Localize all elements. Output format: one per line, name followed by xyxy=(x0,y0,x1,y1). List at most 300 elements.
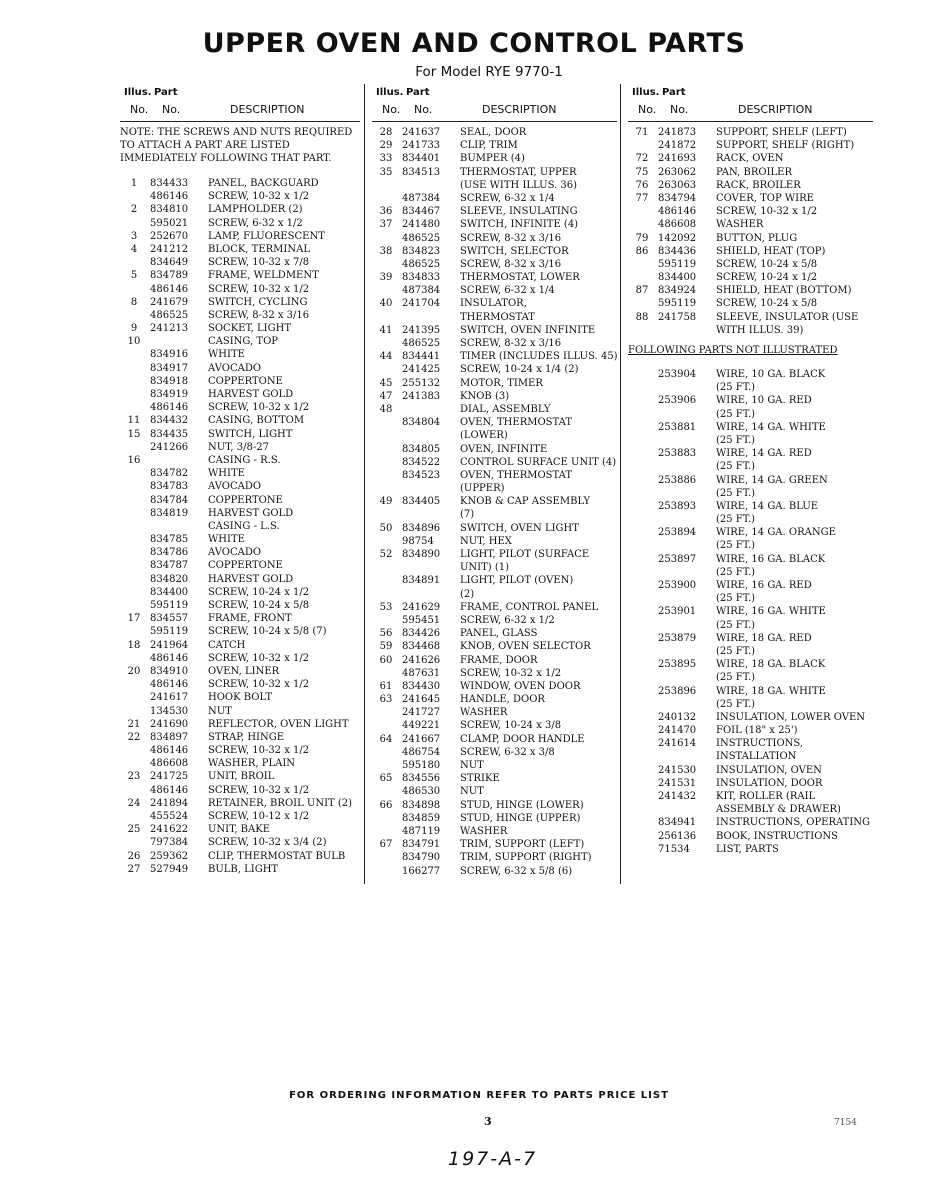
part-row xyxy=(120,217,360,230)
part-row xyxy=(120,335,360,348)
part-description: PANEL, GLASS xyxy=(460,628,538,640)
part-row xyxy=(372,495,617,508)
parts-list xyxy=(628,126,873,337)
part-number: 241622 xyxy=(150,824,189,836)
part-number: 595119 xyxy=(658,298,697,310)
part-row xyxy=(120,230,360,243)
part-description: THERMOSTAT, UPPER xyxy=(460,166,577,178)
part-row xyxy=(120,414,360,427)
part-row xyxy=(372,469,617,482)
part-row xyxy=(372,601,617,614)
part-description: COPPERTONE xyxy=(208,494,283,506)
part-description: (25 FT.) xyxy=(716,619,756,631)
part-description: LAMPHOLDER (2) xyxy=(208,204,303,216)
part-row xyxy=(120,810,360,823)
part-description: TRIM, SUPPORT (RIGHT) xyxy=(460,852,592,864)
part-description: FRAME, WELDMENT xyxy=(208,270,319,282)
part-row xyxy=(628,460,873,473)
part-number: 253881 xyxy=(658,421,697,433)
part-row xyxy=(628,139,873,152)
part-description: RACK, BROILER xyxy=(716,179,801,191)
part-number: 834918 xyxy=(150,375,189,387)
part-number: 834789 xyxy=(150,270,189,282)
part-number: 253879 xyxy=(658,632,697,644)
part-row xyxy=(120,362,360,375)
header-part-no: No. xyxy=(162,103,181,116)
part-row xyxy=(120,705,360,718)
illus-number: 52 xyxy=(379,549,393,560)
header-description: DESCRIPTION xyxy=(482,103,557,116)
part-number: 241758 xyxy=(658,311,697,323)
part-description: CASING, TOP xyxy=(208,336,279,348)
part-number: 253900 xyxy=(658,580,697,591)
part-number: 253897 xyxy=(658,553,697,565)
note-text: NOTE: THE SCREWS AND NUTS REQUIRED TO ATTACH A PART ARE LISTED IMMEDIATELY FOLLOWING THAT PART. xyxy=(120,127,353,164)
part-row xyxy=(628,698,873,711)
part-description: CATCH xyxy=(208,639,246,651)
part-description: SCREW, 10-24 x 1/2 xyxy=(716,272,818,284)
part-description: NUT, HEX xyxy=(460,535,512,547)
part-description: BULB, LIGHT xyxy=(208,863,279,875)
part-number: 486754 xyxy=(402,746,441,758)
part-row xyxy=(120,573,360,586)
part-description: SLEEVE, INSULATOR (USE xyxy=(716,311,859,323)
part-number: 797384 xyxy=(150,837,189,849)
part-description: FRAME, DOOR xyxy=(460,654,538,666)
part-description: HOOK BOLT xyxy=(208,692,272,704)
part-row xyxy=(120,599,360,612)
illus-number: 41 xyxy=(379,324,393,336)
part-description: WINDOW, OVEN DOOR xyxy=(460,680,581,692)
part-description: WIRE, 14 GA. BLUE xyxy=(716,500,819,512)
part-number: 834794 xyxy=(658,192,697,204)
part-description: OVEN, THERMOSTAT xyxy=(460,417,572,429)
part-description: HANDLE, DOOR xyxy=(460,694,545,706)
part-row xyxy=(120,309,360,322)
part-number: 834897 xyxy=(150,731,189,743)
part-number: 834804 xyxy=(402,417,441,429)
part-row xyxy=(628,605,873,618)
part-description: COPPERTONE xyxy=(208,375,283,387)
part-description: SCREW, 6-32 x 5/8 (6) xyxy=(460,865,573,877)
part-description: UNIT, BROIL xyxy=(208,771,275,783)
part-row xyxy=(120,296,360,309)
part-number: 834833 xyxy=(402,272,441,284)
part-row xyxy=(372,733,617,746)
part-row xyxy=(628,816,873,829)
illus-number: 56 xyxy=(379,628,393,640)
part-number: 486608 xyxy=(658,219,697,231)
part-number: 486525 xyxy=(402,232,441,244)
part-description: NUT xyxy=(208,705,232,717)
part-description: THERMOSTAT xyxy=(460,311,535,323)
illus-number: 38 xyxy=(379,245,393,257)
part-number: 241530 xyxy=(658,764,697,776)
part-number: 486146 xyxy=(150,784,189,796)
parts-list xyxy=(120,177,360,876)
part-description: KNOB (3) xyxy=(460,390,510,402)
part-number: 253901 xyxy=(658,606,697,618)
parts-column-2 xyxy=(372,85,617,878)
part-row xyxy=(120,520,360,533)
part-number: 241679 xyxy=(150,296,189,308)
illus-number: 61 xyxy=(379,680,393,692)
part-number: 253883 xyxy=(658,448,697,460)
part-number: 486525 xyxy=(402,338,441,349)
part-row xyxy=(628,566,873,579)
part-description: (25 FT.) xyxy=(716,382,756,394)
part-description: INSTALLATION xyxy=(716,751,797,763)
part-description: UNIT, BAKE xyxy=(208,824,271,836)
part-number: 834400 xyxy=(658,272,697,284)
part-description: LIGHT, PILOT (SURFACE xyxy=(460,549,590,560)
part-description: WIRE, 16 GA. BLACK xyxy=(716,553,826,565)
part-number: 253886 xyxy=(658,474,697,486)
part-description: FOIL (18" x 25') xyxy=(716,725,798,737)
part-description: WIRE, 14 GA. RED xyxy=(716,448,812,460)
header-rule xyxy=(120,121,360,122)
illus-number: 16 xyxy=(127,454,141,466)
part-description: SUPPORT, SHELF (LEFT) xyxy=(716,127,847,138)
illus-number: 63 xyxy=(379,694,393,706)
handwritten-note: 197-A-7 xyxy=(448,1148,538,1170)
page-number: 3 xyxy=(484,1115,492,1128)
part-description: FRAME, CONTROL PANEL xyxy=(460,601,599,613)
part-number: 834468 xyxy=(402,641,441,653)
part-number: 834513 xyxy=(402,166,441,178)
part-number: 241964 xyxy=(150,639,189,651)
part-description: SCREW, 10-32 x 1/2 xyxy=(208,402,310,414)
part-row xyxy=(372,574,617,587)
part-description: MOTOR, TIMER xyxy=(460,377,543,389)
part-description: SCREW, 10-32 x 3/4 (2) xyxy=(208,837,327,849)
part-row xyxy=(628,324,873,337)
part-description: (25 FT.) xyxy=(716,408,756,420)
part-number: 486146 xyxy=(150,745,189,757)
part-row xyxy=(120,718,360,731)
part-number: 487384 xyxy=(402,192,441,204)
part-number: 241894 xyxy=(150,797,189,809)
part-number: 834426 xyxy=(402,628,441,640)
part-number: 241480 xyxy=(402,219,441,231)
part-number: 241614 xyxy=(658,738,697,750)
part-number: 834432 xyxy=(150,415,189,427)
part-number: 71534 xyxy=(658,843,690,855)
part-row xyxy=(372,838,617,851)
part-number: 486146 xyxy=(150,283,189,295)
header-description: DESCRIPTION xyxy=(230,103,305,116)
part-row xyxy=(120,559,360,572)
part-description: THERMOSTAT, LOWER xyxy=(460,272,580,284)
part-description: SCREW, 8-32 x 3/16 xyxy=(460,338,562,349)
header-rule xyxy=(628,121,873,122)
column-header xyxy=(628,85,873,121)
part-row xyxy=(628,790,873,803)
illus-number: 64 xyxy=(379,733,393,745)
part-number: 486146 xyxy=(658,206,697,218)
part-number: 487631 xyxy=(402,667,441,679)
part-description: SCREW, 6-32 x 1/2 xyxy=(460,614,555,626)
part-row xyxy=(628,685,873,698)
part-row xyxy=(372,719,617,732)
part-description: SWITCH, LIGHT xyxy=(208,428,293,440)
part-row xyxy=(372,548,617,561)
part-number: 834435 xyxy=(150,428,189,440)
part-number: 241432 xyxy=(658,791,697,802)
part-description: SCREW, 10-24 x 5/8 (7) xyxy=(208,626,327,638)
part-description: INSULATION, LOWER OVEN xyxy=(716,711,865,723)
part-description: INSULATION, OVEN xyxy=(716,764,822,776)
part-number: 241212 xyxy=(150,243,189,255)
part-row xyxy=(120,823,360,836)
part-row xyxy=(628,166,873,179)
part-description: (25 FT.) xyxy=(716,593,756,605)
header-illus: Illus. xyxy=(632,87,660,98)
part-description: (25 FT.) xyxy=(716,461,756,473)
part-row xyxy=(628,632,873,645)
part-description: SCREW, 10-32 x 1/2 xyxy=(460,667,562,679)
part-row xyxy=(372,179,617,192)
part-row xyxy=(372,377,617,390)
part-description: CLAMP, DOOR HANDLE xyxy=(460,733,585,745)
part-row xyxy=(372,627,617,640)
part-description: SEAL, DOOR xyxy=(460,127,527,138)
part-number: 241395 xyxy=(402,324,441,336)
part-number: 241266 xyxy=(150,441,189,453)
illus-number: 33 xyxy=(379,153,393,165)
part-row xyxy=(372,799,617,812)
part-description: BUMPER (4) xyxy=(460,153,525,165)
part-description: SCREW, 10-12 x 1/2 xyxy=(208,811,310,822)
part-number: 241872 xyxy=(658,140,697,152)
part-description: WASHER xyxy=(460,707,508,719)
part-number: 98754 xyxy=(402,535,434,547)
part-number: 252670 xyxy=(150,230,189,242)
part-description: BLOCK, TERMINAL xyxy=(208,243,310,255)
part-description: WASHER xyxy=(460,825,508,837)
part-row xyxy=(628,500,873,513)
part-row xyxy=(120,612,360,625)
part-description: STUD, HINGE (UPPER) xyxy=(460,812,581,824)
part-number: 241470 xyxy=(658,725,697,737)
part-row xyxy=(372,218,617,231)
header-illus-no: No. xyxy=(130,103,149,116)
part-description: SCREW, 10-32 x 1/2 xyxy=(208,679,310,691)
part-description: LAMP, FLUORESCENT xyxy=(208,230,325,242)
part-row xyxy=(120,586,360,599)
part-row xyxy=(372,152,617,165)
part-number: 834910 xyxy=(150,665,189,677)
part-description: NUT xyxy=(460,786,484,798)
part-row xyxy=(120,480,360,493)
part-description: OVEN, INFINITE xyxy=(460,443,548,455)
part-row xyxy=(628,777,873,790)
part-number: 256136 xyxy=(658,830,697,842)
part-number: 259362 xyxy=(150,850,189,862)
part-description: WIRE, 14 GA. ORANGE xyxy=(716,527,836,539)
illus-number: 66 xyxy=(379,799,393,811)
part-number: 241531 xyxy=(658,777,697,789)
part-row xyxy=(372,640,617,653)
part-description: CONTROL SURFACE UNIT (4) xyxy=(460,456,617,468)
part-number: 486525 xyxy=(402,258,441,270)
part-number: 241383 xyxy=(402,390,441,402)
ordering-footer: FOR ORDERING INFORMATION REFER TO PARTS PRICE LIST xyxy=(289,1090,669,1101)
illus-number: 10 xyxy=(127,336,141,348)
part-description: SCREW, 6-32 x 1/2 xyxy=(208,217,303,229)
part-number: 486525 xyxy=(150,309,189,321)
part-row xyxy=(628,218,873,231)
part-row xyxy=(628,513,873,526)
part-number: 834441 xyxy=(402,351,441,363)
part-row xyxy=(120,494,360,507)
illus-number: 88 xyxy=(635,311,649,323)
part-number: 834433 xyxy=(150,178,189,189)
part-row xyxy=(628,711,873,724)
part-description: INSULATION, DOOR xyxy=(716,777,823,789)
part-description: WIRE, 16 GA. RED xyxy=(716,580,812,591)
part-number: 595021 xyxy=(150,217,189,229)
part-description: SCREW, 6-32 x 1/4 xyxy=(460,285,555,297)
illus-number: 60 xyxy=(379,654,393,666)
illus-number: 15 xyxy=(127,428,141,440)
illus-number: 11 xyxy=(127,415,141,427)
part-description: WHITE xyxy=(208,349,245,361)
part-row xyxy=(372,363,617,376)
part-description: HARVEST GOLD xyxy=(208,573,294,585)
part-number: 241690 xyxy=(150,718,189,730)
part-number: 834820 xyxy=(150,573,189,585)
part-description: TRIM, SUPPORT (LEFT) xyxy=(460,839,585,851)
part-description: SCREW, 10-24 x 1/4 (2) xyxy=(460,364,579,376)
illus-number: 87 xyxy=(635,285,649,297)
part-description: (25 FT.) xyxy=(716,566,756,578)
part-description: AVOCADO xyxy=(208,481,262,493)
part-row xyxy=(628,843,873,856)
part-description: RACK, OVEN xyxy=(716,153,784,165)
part-description: SCREW, 10-32 x 1/2 xyxy=(208,745,310,757)
part-row xyxy=(628,394,873,407)
part-row xyxy=(120,546,360,559)
part-description: (2) xyxy=(460,588,475,600)
part-row xyxy=(120,836,360,849)
part-description: STRIKE xyxy=(460,773,500,785)
part-description: WHITE xyxy=(208,468,245,480)
part-description: SCREW, 10-32 x 1/2 xyxy=(208,191,310,203)
part-row xyxy=(120,441,360,454)
part-description: WIRE, 10 GA. BLACK xyxy=(716,369,826,380)
part-number: 527949 xyxy=(150,863,189,875)
part-row xyxy=(120,283,360,296)
part-row xyxy=(120,348,360,361)
part-number: 834523 xyxy=(402,469,441,481)
part-description: PAN, BROILER xyxy=(716,166,792,178)
part-description: (LOWER) xyxy=(460,430,508,442)
part-row xyxy=(120,533,360,546)
part-row xyxy=(628,619,873,632)
part-row xyxy=(628,205,873,218)
part-description: SCREW, 10-24 x 5/8 xyxy=(208,600,310,611)
part-row xyxy=(628,434,873,447)
illus-number: 26 xyxy=(127,850,141,862)
part-number: 834917 xyxy=(150,362,189,374)
part-row xyxy=(628,126,873,139)
part-number: 834467 xyxy=(402,206,441,218)
part-description: NUT xyxy=(460,760,484,771)
part-number: 486608 xyxy=(150,758,189,770)
part-row xyxy=(628,579,873,592)
part-number: 834859 xyxy=(402,812,441,824)
part-number: 834916 xyxy=(150,349,189,361)
part-description: SWITCH, OVEN LIGHT xyxy=(460,522,579,534)
part-row xyxy=(628,381,873,394)
illus-number: 28 xyxy=(379,127,393,138)
part-number: 241873 xyxy=(658,127,697,138)
part-description: HARVEST GOLD xyxy=(208,389,294,400)
column-divider xyxy=(620,84,621,884)
part-row xyxy=(628,245,873,258)
part-description: CLIP, TRIM xyxy=(460,140,518,152)
part-number: 834557 xyxy=(150,613,189,625)
part-description: CASING, BOTTOM xyxy=(208,415,305,427)
part-description: WIRE, 16 GA. WHITE xyxy=(716,606,826,618)
part-description: SCREW, 8-32 x 3/16 xyxy=(460,258,562,270)
header-part: Part xyxy=(662,87,686,98)
part-row xyxy=(372,416,617,429)
part-number: 834400 xyxy=(150,586,189,598)
part-row xyxy=(120,454,360,467)
part-number: 834919 xyxy=(150,389,189,400)
part-description: CASING - L.S. xyxy=(208,520,280,532)
part-row xyxy=(120,467,360,480)
part-description: (UPPER) xyxy=(460,483,505,495)
part-number: 834785 xyxy=(150,534,189,546)
part-number: 241645 xyxy=(402,694,441,706)
part-row xyxy=(372,508,617,521)
part-description: INSTRUCTIONS, xyxy=(716,738,804,750)
part-row xyxy=(628,408,873,421)
part-row xyxy=(120,691,360,704)
part-row xyxy=(372,825,617,838)
part-row xyxy=(372,706,617,719)
part-row xyxy=(628,487,873,500)
part-description: WIRE, 14 GA. GREEN xyxy=(716,474,828,486)
part-description: SHIELD, HEAT (BOTTOM) xyxy=(716,285,852,297)
part-description: SWITCH, OVEN INFINITE xyxy=(460,324,596,336)
part-row xyxy=(120,665,360,678)
part-number: 595180 xyxy=(402,760,441,771)
part-row xyxy=(120,784,360,797)
part-number: 834786 xyxy=(150,547,189,559)
part-number: 595119 xyxy=(658,258,697,270)
part-row xyxy=(372,258,617,271)
illus-number: 5 xyxy=(130,270,138,282)
part-row xyxy=(628,368,873,381)
part-number: 834401 xyxy=(402,153,441,165)
part-number: 834783 xyxy=(150,481,189,493)
part-row xyxy=(372,232,617,245)
part-description: LIGHT, PILOT (OVEN) xyxy=(460,575,574,587)
part-row xyxy=(372,126,617,139)
part-number: 834436 xyxy=(658,245,697,257)
part-description: KIT, ROLLER (RAIL xyxy=(716,791,816,802)
part-row xyxy=(372,297,617,310)
header-part-no: No. xyxy=(414,103,433,116)
part-number: 240132 xyxy=(658,711,697,723)
part-row xyxy=(120,177,360,190)
illus-number: 3 xyxy=(130,230,138,242)
part-number: 241617 xyxy=(150,692,189,704)
